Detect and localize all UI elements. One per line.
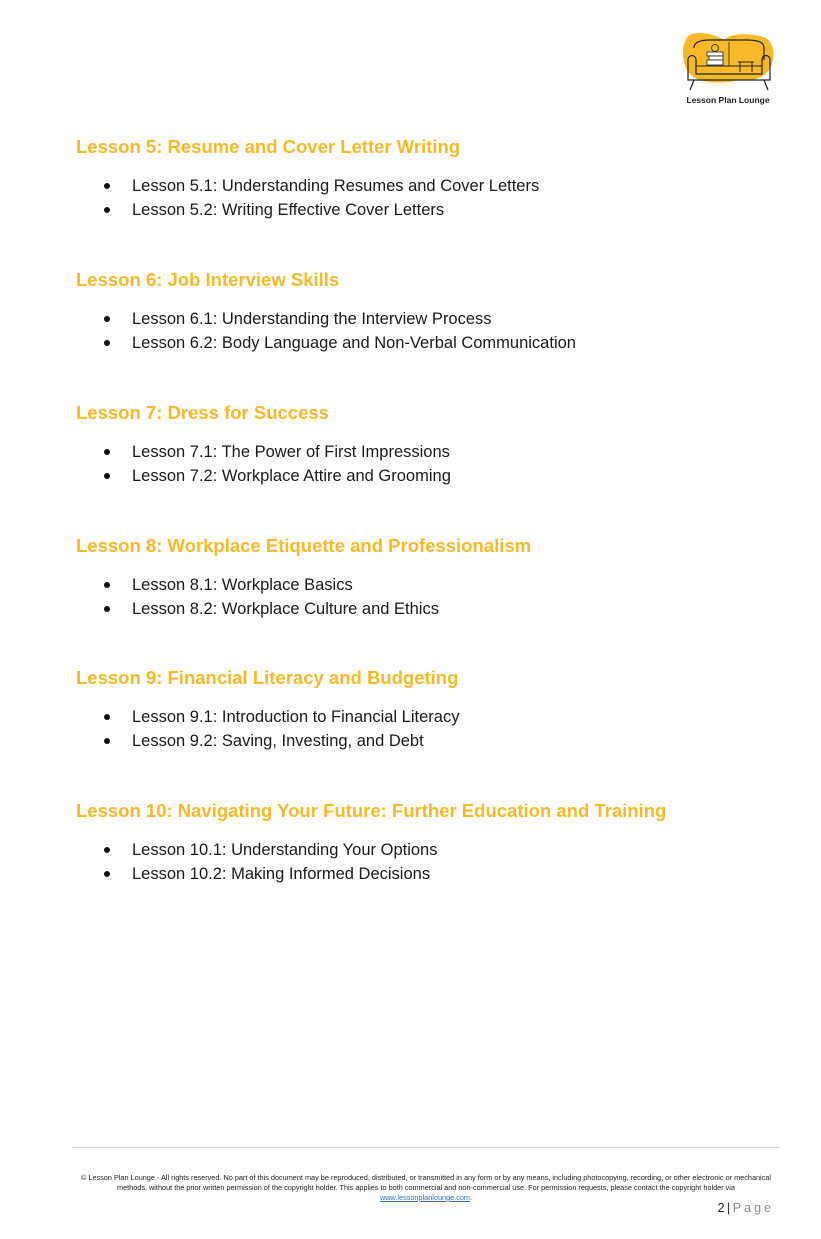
list-item [76,729,776,753]
lesson-list [76,174,776,222]
bullet-icon [104,847,110,853]
lesson-section [76,667,776,753]
lesson-title: Lesson 10.2: Making Informed Decisions [132,865,431,883]
lesson-title: Lesson 8.2: Workplace Culture and Ethics [132,600,439,618]
lesson-list [76,573,776,621]
logo-wordmark: Lesson Plan Lounge [686,95,770,105]
lesson-list [76,838,776,886]
list-item [76,331,776,355]
list-item [76,862,776,886]
bullet-icon [104,340,110,346]
lesson-section [76,269,776,355]
bullet-icon [104,316,110,322]
lesson-title: Lesson 5.1: Understanding Resumes and Cover Letters [132,177,540,195]
bullet-icon [104,738,110,744]
lesson-list [76,307,776,355]
list-item [76,440,776,464]
lesson-title: Lesson 7.1: The Power of First Impressions [132,443,450,461]
bullet-icon [104,473,110,479]
lesson-title: Lesson 9.1: Introduction to Financial Literacy [132,708,460,726]
bullet-icon [104,606,110,612]
list-item [76,838,776,862]
section-heading: Lesson 10: Navigating Your Future: Further Education and Training [76,800,667,821]
lesson-section [76,535,776,621]
list-item [76,597,776,621]
bullet-icon [104,871,110,877]
lesson-title: Lesson 5.2: Writing Effective Cover Letters [132,201,445,219]
sofa-logo-icon [680,30,776,96]
lesson-title: Lesson 6.1: Understanding the Interview Process [132,310,492,328]
lesson-title: Lesson 10.1: Understanding Your Options [132,841,438,859]
lesson-section [76,136,776,222]
list-item [76,573,776,597]
page-number [718,1201,774,1215]
lesson-title: Lesson 8.1: Workplace Basics [132,576,353,594]
page-separator: | [727,1201,731,1215]
bullet-icon [104,207,110,213]
section-heading: Lesson 9: Financial Literacy and Budgeting [76,667,459,688]
page-number-value: 2 [717,1201,726,1215]
list-item [76,174,776,198]
lesson-list [76,705,776,753]
section-heading: Lesson 6: Job Interview Skills [76,269,340,290]
bullet-icon [104,183,110,189]
website-link[interactable]: www.lessonplanlounge.com [379,1193,470,1202]
lesson-title: Lesson 7.2: Workplace Attire and Grooming [132,467,451,485]
footer-copyright [76,1173,776,1203]
lesson-section [76,800,776,886]
bullet-icon [104,714,110,720]
copyright-text: © Lesson Plan Lounge - All rights reserved. No part of this document may be reproduced, distributed, or transmitted in any form or by any means, including photocopying, recording, or other electronic or mechanical methods, without the prior written permission of the copyright holder. This applies to both commercial and non-commercial use. For permission requests, please contact the copyright holder via [80,1173,772,1192]
list-item [76,705,776,729]
section-heading: Lesson 5: Resume and Cover Letter Writing [76,136,461,157]
list-item [76,464,776,488]
lesson-plan-lounge-logo [680,30,776,108]
lesson-title: Lesson 9.2: Saving, Investing, and Debt [132,732,424,750]
section-heading: Lesson 8: Workplace Etiquette and Professionalism [76,535,532,556]
section-heading: Lesson 7: Dress for Success [76,402,329,423]
lesson-list [76,440,776,488]
list-item [76,307,776,331]
page-label: Page [732,1201,774,1215]
footer-divider [72,1147,780,1148]
link-suffix: . [470,1193,473,1202]
bullet-icon [104,449,110,455]
bullet-icon [104,582,110,588]
list-item [76,198,776,222]
lesson-section [76,402,776,488]
lesson-title: Lesson 6.2: Body Language and Non-Verbal Communication [132,334,576,352]
